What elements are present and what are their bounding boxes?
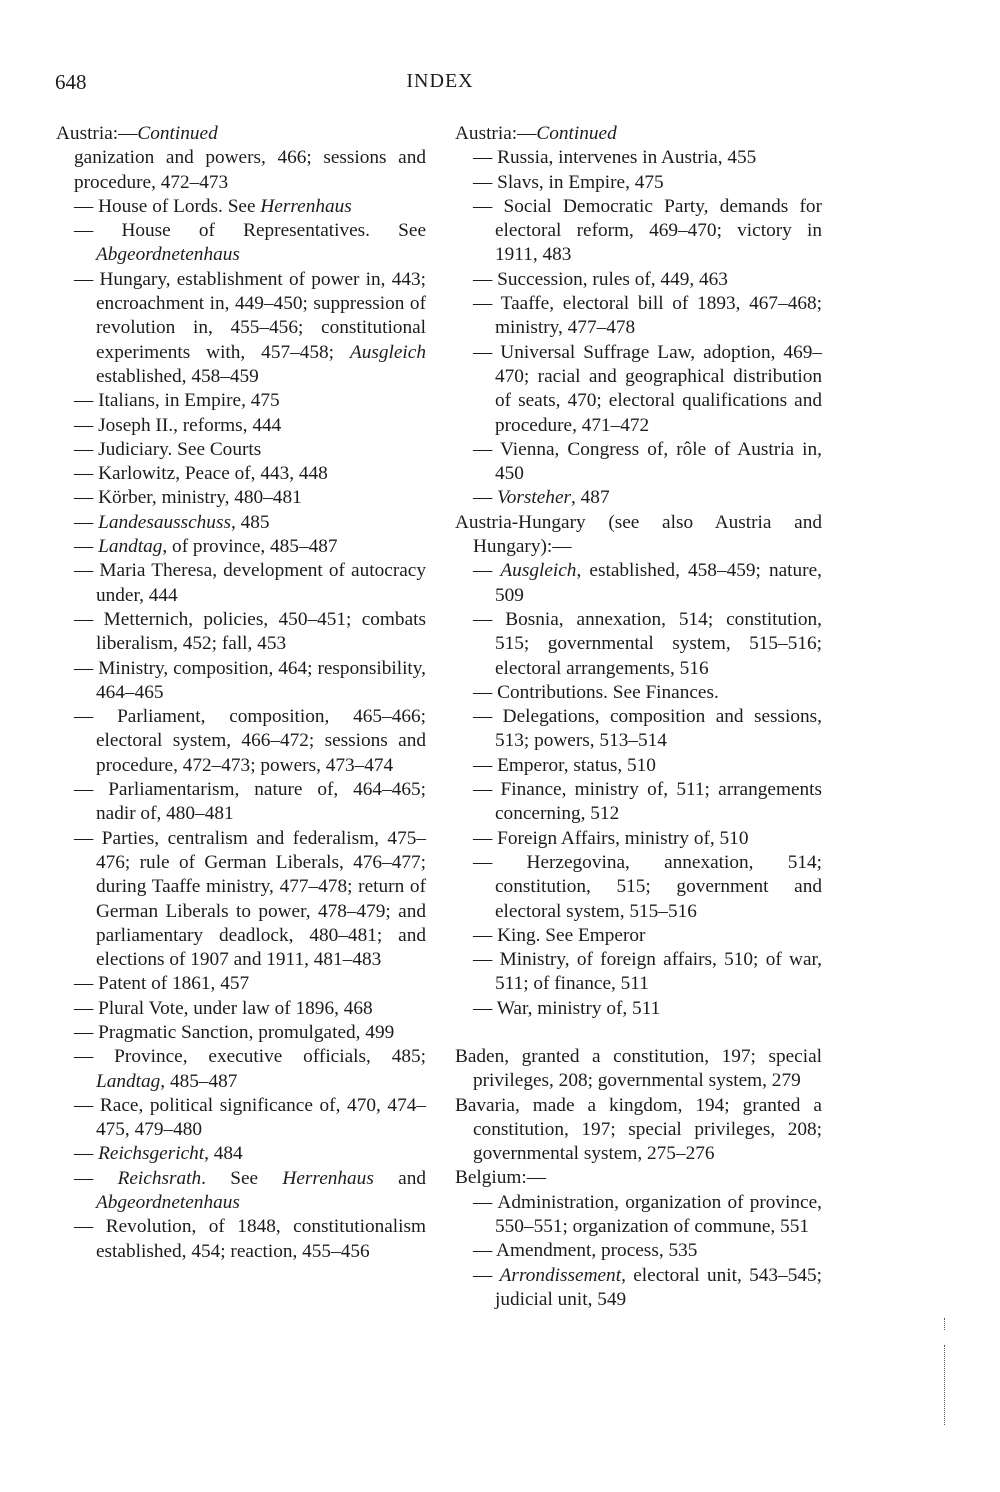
italic-term: Abgeordnetenhaus bbox=[96, 1192, 240, 1214]
index-entry bbox=[455, 146, 822, 170]
index-entry bbox=[455, 681, 822, 705]
entry-text: , 484 bbox=[204, 1143, 243, 1165]
index-entry bbox=[455, 559, 822, 608]
index-entry bbox=[56, 462, 426, 486]
entry-text: — Plural Vote, under law of 1896, 468 bbox=[74, 997, 373, 1019]
entry-text: — bbox=[473, 487, 498, 509]
index-entry bbox=[56, 268, 426, 389]
entry-text: — Parliamentarism, nature of, 464–465; nadir of, 480–481 bbox=[74, 779, 426, 825]
index-entry bbox=[56, 657, 426, 706]
entry-text: — War, ministry of, 511 bbox=[473, 997, 661, 1019]
index-entry bbox=[455, 997, 822, 1021]
entry-text: — Pragmatic Sanction, promulgated, 499 bbox=[74, 1021, 395, 1043]
entry-text: — House of Lords. See bbox=[74, 195, 261, 217]
index-entry bbox=[56, 1167, 426, 1216]
entry-text: — House of Representatives. See bbox=[74, 220, 426, 242]
entry-text: — Emperor, status, 510 bbox=[473, 754, 656, 776]
index-entry bbox=[455, 171, 822, 195]
index-entry bbox=[56, 438, 426, 462]
entry-text: . See bbox=[201, 1167, 283, 1189]
entry-text: — Succession, rules of, 449, 463 bbox=[473, 268, 728, 290]
index-entry bbox=[56, 705, 426, 778]
entry-text: , 485–487 bbox=[160, 1070, 238, 1092]
entry-text: — Maria Theresa, development of autocracy under, 444 bbox=[74, 560, 426, 606]
entry-text: — Körber, ministry, 480–481 bbox=[74, 487, 302, 509]
italic-term: Herrenhaus bbox=[282, 1167, 374, 1189]
italic-term: Reichsrath bbox=[117, 1167, 202, 1189]
index-entry bbox=[455, 195, 822, 268]
index-entry bbox=[56, 608, 426, 657]
entry-text: Belgium:— bbox=[455, 1167, 547, 1189]
index-entry bbox=[56, 1094, 426, 1143]
index-entry bbox=[56, 559, 426, 608]
index-entry bbox=[455, 1191, 822, 1240]
entry-text: — Ministry, of foreign affairs, 510; of war, 511; of finance, 511 bbox=[473, 949, 822, 995]
entry-text: and bbox=[373, 1167, 426, 1189]
index-entry bbox=[455, 511, 822, 560]
index-entry bbox=[455, 1264, 822, 1313]
entry-text: , established, 458–459; nature, 509 bbox=[495, 560, 822, 606]
entry-text: — bbox=[74, 1167, 118, 1189]
entry-text: — Joseph II., reforms, 444 bbox=[74, 414, 282, 436]
index-entry bbox=[455, 1166, 822, 1190]
italic-term: Vorsteher bbox=[497, 487, 572, 509]
entry-text: — Judiciary. See Courts bbox=[74, 438, 262, 460]
italic-term: Landesausschuss bbox=[98, 511, 231, 533]
italic-term: Herrenhaus bbox=[260, 195, 352, 217]
entry-text: — Hungary, establishment of power in, 443; encroachment in, 449–450; suppression of revolution in, 455–456; constitutional experiments with, 457–458; bbox=[74, 268, 426, 363]
entry-text: — Delegations, composition and sessions, 513; powers, 513–514 bbox=[473, 706, 822, 752]
entry-text: — Karlowitz, Peace of, 443, 448 bbox=[74, 463, 328, 485]
italic-term: Ausgleich bbox=[349, 341, 426, 363]
entry-text: — Parliament, composition, 465–466; electoral system, 466–472; sessions and procedure, 472–473; powers, 473–474 bbox=[74, 706, 426, 776]
page-number: 648 bbox=[55, 70, 87, 94]
entry-text: — Finance, ministry of, 511; arrangements concerning, 512 bbox=[473, 779, 822, 825]
index-entry bbox=[455, 754, 822, 778]
entry-text: — bbox=[74, 511, 99, 533]
entry-text: — Slavs, in Empire, 475 bbox=[473, 171, 664, 193]
entry-text: — Metternich, policies, 450–451; combats liberalism, 452; fall, 453 bbox=[74, 608, 426, 655]
index-entry bbox=[455, 1045, 822, 1094]
margin-mark bbox=[944, 1345, 945, 1425]
index-entry bbox=[455, 341, 822, 438]
index-entry bbox=[455, 486, 822, 510]
index-entry bbox=[56, 219, 426, 268]
entry-text: — Universal Suffrage Law, adoption, 469–470; racial and geographical distribution of seats, 470; electoral qualifications and procedure, 471–472 bbox=[473, 341, 822, 436]
italic-term: Landtag bbox=[98, 536, 163, 558]
index-entry bbox=[56, 1142, 426, 1166]
running-head: INDEX bbox=[406, 70, 474, 92]
italic-term: Arrondissement bbox=[499, 1264, 622, 1286]
entry-text: , of province, 485–487 bbox=[162, 536, 338, 558]
entry-text: — Patent of 1861, 457 bbox=[74, 973, 250, 995]
index-entry bbox=[455, 778, 822, 827]
index-entry bbox=[455, 851, 822, 924]
entry-text: — Herzegovina, annexation, 514; constitution, 515; government and electoral system, 515–516 bbox=[473, 851, 822, 922]
entry-text: — Vienna, Congress of, rôle of Austria in, 450 bbox=[473, 438, 822, 485]
index-entry bbox=[56, 535, 426, 559]
entry-text: — Administration, organization of province, 550–551; organization of commune, 551 bbox=[473, 1191, 822, 1238]
entry-text: , electoral unit, 543–545; judicial unit, 549 bbox=[495, 1264, 822, 1310]
italic-term: Continued bbox=[536, 123, 617, 144]
index-entry bbox=[455, 924, 822, 948]
entry-text: Austria-Hungary (see also Austria and Hungary):— bbox=[455, 511, 822, 558]
index-entry bbox=[56, 511, 426, 535]
index-entry bbox=[455, 705, 822, 754]
italic-term: Ausgleich bbox=[500, 560, 577, 582]
entry-text: — King. See Emperor bbox=[473, 924, 646, 946]
entry-text: — Ministry, composition, 464; responsibility, 464–465 bbox=[74, 657, 426, 703]
entry-text: — bbox=[473, 1264, 500, 1286]
entry-text: established, 458–459 bbox=[96, 365, 259, 387]
index-entry bbox=[56, 389, 426, 413]
entry-text: — Parties, centralism and federalism, 475–476; rule of German Liberals, 476–477; during Taaffe ministry, 477–478; return of German Liberals to power, 478–479; and parliamentary deadlock, 480–481; and elections of 1907 and 1911, 481–483 bbox=[74, 827, 426, 971]
entry-text: — Revolution, of 1848, constitutionalism established, 454; reaction, 455–456 bbox=[74, 1216, 426, 1262]
entry-text: Baden, granted a constitution, 197; special privileges, 208; governmental system, 279 bbox=[455, 1045, 822, 1092]
index-column-right bbox=[455, 122, 822, 1312]
entry-text: — Contributions. See Finances. bbox=[473, 681, 719, 703]
entry-text: , 485 bbox=[230, 511, 270, 533]
index-entry bbox=[455, 827, 822, 851]
index-entry bbox=[455, 292, 822, 341]
entry-text: — Taaffe, electoral bill of 1893, 467–468; ministry, 477–478 bbox=[473, 293, 822, 339]
entry-text: — bbox=[74, 536, 99, 558]
index-entry bbox=[455, 608, 822, 681]
margin-mark bbox=[944, 1318, 945, 1330]
entry-text: — Foreign Affairs, ministry of, 510 bbox=[473, 827, 749, 849]
index-entry bbox=[455, 1094, 822, 1167]
index-entry bbox=[56, 414, 426, 438]
entry-text: Austria:— bbox=[455, 123, 537, 144]
index-entry bbox=[56, 997, 426, 1021]
index-entry bbox=[455, 438, 822, 487]
index-entry bbox=[56, 195, 426, 219]
entry-text: — Bosnia, annexation, 514; constitution, 515; governmental system, 515–516; electoral arrangements, 516 bbox=[473, 608, 822, 679]
index-entry bbox=[455, 1239, 822, 1263]
entry-text: — Amendment, process, 535 bbox=[473, 1240, 698, 1262]
entry-text: — Russia, intervenes in Austria, 455 bbox=[473, 147, 757, 169]
index-entry bbox=[455, 948, 822, 997]
entry-text: — Italians, in Empire, 475 bbox=[74, 390, 280, 412]
entry-text: , 487 bbox=[571, 487, 610, 509]
index-entry bbox=[56, 827, 426, 973]
entry-text: ganization and powers, 466; sessions and procedure, 472–473 bbox=[74, 147, 426, 193]
index-entry bbox=[56, 1045, 426, 1094]
index-entry bbox=[56, 486, 426, 510]
entry-text: — Race, political significance of, 470, 474–475, 479–480 bbox=[74, 1094, 426, 1141]
entry-text: — bbox=[473, 560, 501, 582]
italic-term: Landtag bbox=[96, 1070, 161, 1092]
entry-text: Bavaria, made a kingdom, 194; granted a constitution, 197; special privileges, 208; governmental system, 275–276 bbox=[455, 1094, 822, 1165]
index-entry bbox=[56, 146, 426, 195]
index-column-left bbox=[56, 122, 426, 1264]
index-entry bbox=[56, 122, 426, 146]
index-entry bbox=[56, 778, 426, 827]
entry-gap bbox=[455, 1021, 822, 1045]
entry-text: — Social Democratic Party, demands for electoral reform, 469–470; victory in 1911, 483 bbox=[473, 195, 822, 266]
italic-term: Abgeordnetenhaus bbox=[96, 244, 240, 266]
index-entry bbox=[56, 1215, 426, 1264]
italic-term: Continued bbox=[137, 123, 218, 144]
index-entry bbox=[455, 122, 822, 146]
entry-text: — Province, executive officials, 485; bbox=[74, 1046, 426, 1068]
entry-text: — bbox=[74, 1143, 99, 1165]
index-entry bbox=[56, 972, 426, 996]
entry-text: Austria:— bbox=[56, 123, 138, 144]
index-entry bbox=[56, 1021, 426, 1045]
italic-term: Reichsgericht bbox=[98, 1143, 205, 1165]
index-entry bbox=[455, 268, 822, 292]
